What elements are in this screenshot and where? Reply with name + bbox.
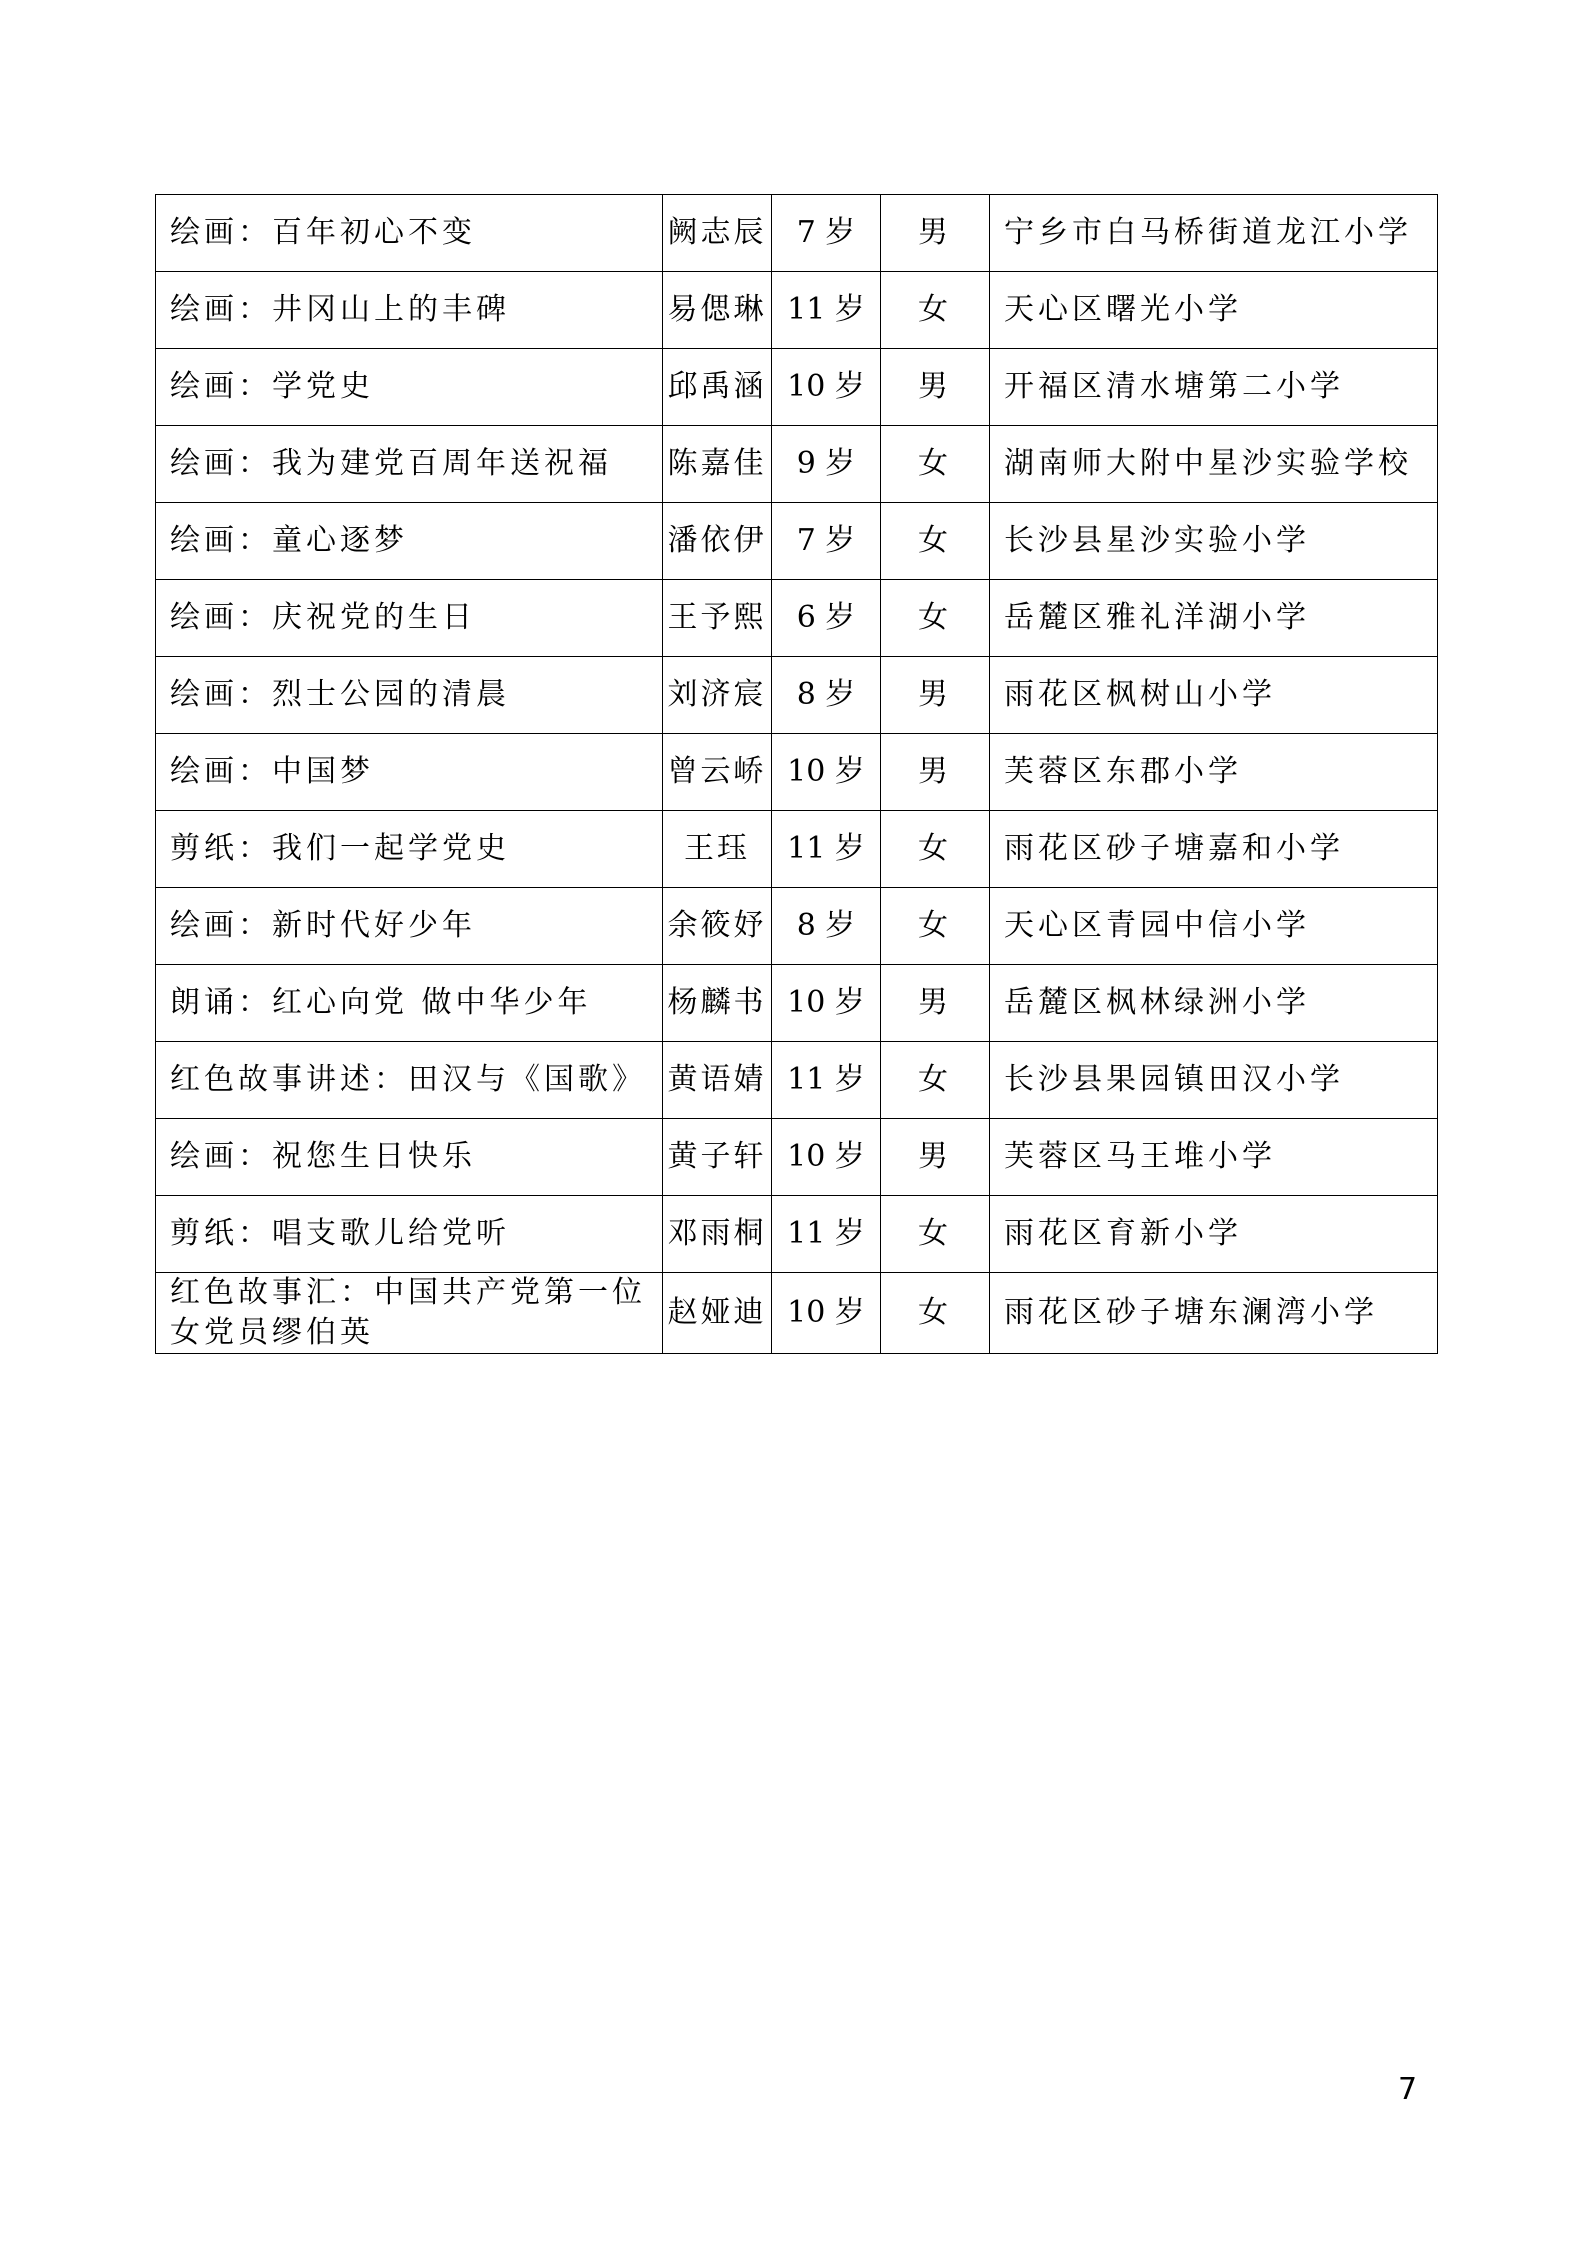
cell-age: 10 岁 <box>772 349 881 426</box>
table-row <box>156 1042 1438 1119</box>
cell-work-title: 绘画：我为建党百周年送祝福 <box>156 426 663 503</box>
cell-work-title: 绘画：新时代好少年 <box>156 888 663 965</box>
table-row <box>156 1273 1438 1354</box>
cell-gender: 女 <box>881 580 990 657</box>
cell-school: 雨花区砂子塘东澜湾小学 <box>990 1273 1438 1354</box>
cell-school: 长沙县星沙实验小学 <box>990 503 1438 580</box>
cell-participant-name: 黄语婧 <box>663 1042 772 1119</box>
table-row <box>156 657 1438 734</box>
cell-work-title: 绘画：井冈山上的丰碑 <box>156 272 663 349</box>
cell-gender: 男 <box>881 965 990 1042</box>
participant-table <box>155 194 1438 1354</box>
cell-participant-name: 黄子轩 <box>663 1119 772 1196</box>
cell-participant-name: 余筱妤 <box>663 888 772 965</box>
cell-work-title: 绘画：庆祝党的生日 <box>156 580 663 657</box>
cell-participant-name: 邱禹涵 <box>663 349 772 426</box>
cell-gender: 男 <box>881 734 990 811</box>
cell-school: 长沙县果园镇田汉小学 <box>990 1042 1438 1119</box>
cell-gender: 男 <box>881 195 990 272</box>
cell-age: 8 岁 <box>772 657 881 734</box>
page-number: 7 <box>1398 2072 1418 2107</box>
table-row <box>156 580 1438 657</box>
cell-age: 6 岁 <box>772 580 881 657</box>
cell-work-title: 绘画：学党史 <box>156 349 663 426</box>
cell-school: 雨花区育新小学 <box>990 1196 1438 1273</box>
cell-work-title: 剪纸：唱支歌儿给党听 <box>156 1196 663 1273</box>
cell-age: 10 岁 <box>772 965 881 1042</box>
cell-gender: 男 <box>881 657 990 734</box>
cell-gender: 女 <box>881 888 990 965</box>
cell-age: 11 岁 <box>772 272 881 349</box>
cell-gender: 女 <box>881 503 990 580</box>
cell-work-title: 绘画：烈士公园的清晨 <box>156 657 663 734</box>
cell-age: 11 岁 <box>772 811 881 888</box>
cell-gender: 女 <box>881 272 990 349</box>
cell-school: 芙蓉区东郡小学 <box>990 734 1438 811</box>
cell-work-title: 红色故事汇：中国共产党第一位女党员缪伯英 <box>156 1273 663 1354</box>
cell-work-title: 绘画：中国梦 <box>156 734 663 811</box>
cell-school: 芙蓉区马王堆小学 <box>990 1119 1438 1196</box>
cell-gender: 女 <box>881 1196 990 1273</box>
cell-participant-name: 潘依伊 <box>663 503 772 580</box>
cell-participant-name: 杨麟书 <box>663 965 772 1042</box>
cell-school: 岳麓区雅礼洋湖小学 <box>990 580 1438 657</box>
table-row <box>156 426 1438 503</box>
table-row <box>156 503 1438 580</box>
participant-table-body <box>156 195 1438 1354</box>
cell-gender: 男 <box>881 1119 990 1196</box>
table-row <box>156 349 1438 426</box>
cell-school: 岳麓区枫林绿洲小学 <box>990 965 1438 1042</box>
cell-participant-name: 阙志辰 <box>663 195 772 272</box>
cell-participant-name: 王予熙 <box>663 580 772 657</box>
table-row <box>156 965 1438 1042</box>
cell-participant-name: 陈嘉佳 <box>663 426 772 503</box>
cell-school: 开福区清水塘第二小学 <box>990 349 1438 426</box>
cell-gender: 女 <box>881 426 990 503</box>
cell-age: 10 岁 <box>772 1119 881 1196</box>
table-row <box>156 272 1438 349</box>
cell-participant-name: 王珏 <box>663 811 772 888</box>
cell-participant-name: 刘济宸 <box>663 657 772 734</box>
cell-gender: 女 <box>881 1273 990 1354</box>
cell-work-title: 绘画：祝您生日快乐 <box>156 1119 663 1196</box>
cell-school: 雨花区砂子塘嘉和小学 <box>990 811 1438 888</box>
cell-age: 10 岁 <box>772 1273 881 1354</box>
cell-work-title: 剪纸：我们一起学党史 <box>156 811 663 888</box>
cell-age: 11 岁 <box>772 1196 881 1273</box>
cell-age: 8 岁 <box>772 888 881 965</box>
cell-age: 7 岁 <box>772 195 881 272</box>
cell-participant-name: 邓雨桐 <box>663 1196 772 1273</box>
cell-age: 11 岁 <box>772 1042 881 1119</box>
table-row <box>156 811 1438 888</box>
cell-work-title: 绘画：百年初心不变 <box>156 195 663 272</box>
cell-school: 天心区青园中信小学 <box>990 888 1438 965</box>
cell-age: 7 岁 <box>772 503 881 580</box>
cell-work-title: 红色故事讲述：田汉与《国歌》 <box>156 1042 663 1119</box>
cell-gender: 女 <box>881 1042 990 1119</box>
cell-work-title: 朗诵：红心向党 做中华少年 <box>156 965 663 1042</box>
cell-school: 雨花区枫树山小学 <box>990 657 1438 734</box>
cell-age: 10 岁 <box>772 734 881 811</box>
cell-gender: 男 <box>881 349 990 426</box>
table-row <box>156 888 1438 965</box>
table-row <box>156 734 1438 811</box>
cell-participant-name: 易偲琳 <box>663 272 772 349</box>
cell-school: 宁乡市白马桥街道龙江小学 <box>990 195 1438 272</box>
table-row <box>156 1119 1438 1196</box>
cell-participant-name: 赵娅迪 <box>663 1273 772 1354</box>
cell-work-title: 绘画：童心逐梦 <box>156 503 663 580</box>
cell-participant-name: 曾云峤 <box>663 734 772 811</box>
cell-age: 9 岁 <box>772 426 881 503</box>
cell-school: 湖南师大附中星沙实验学校 <box>990 426 1438 503</box>
cell-gender: 女 <box>881 811 990 888</box>
table-row <box>156 1196 1438 1273</box>
table-row <box>156 195 1438 272</box>
cell-school: 天心区曙光小学 <box>990 272 1438 349</box>
